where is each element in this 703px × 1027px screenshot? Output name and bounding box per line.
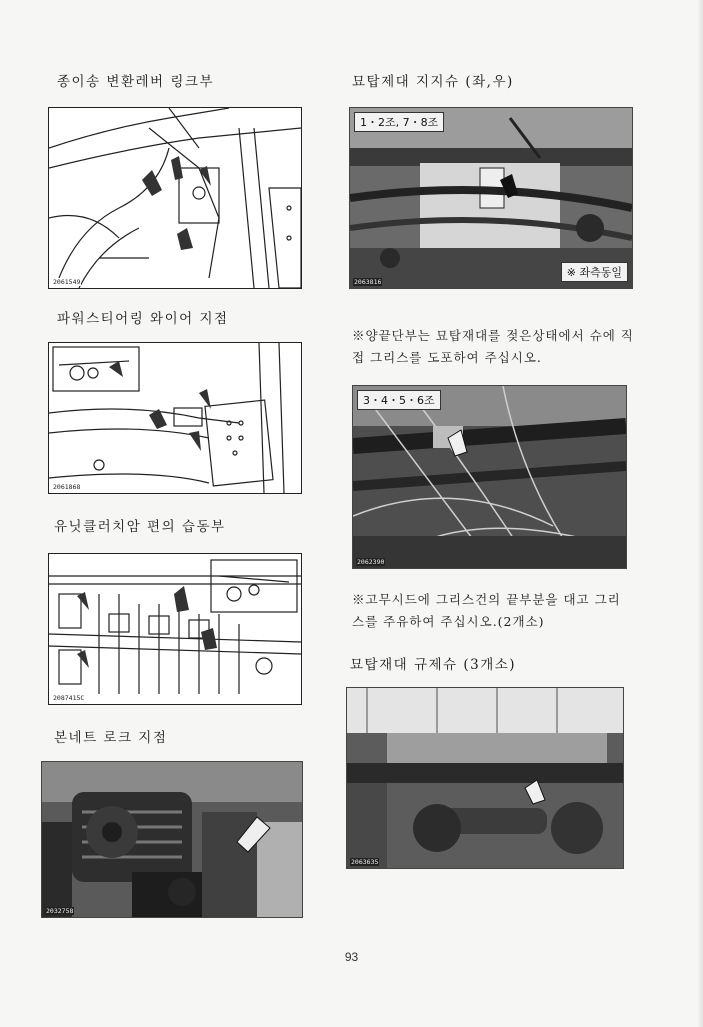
figure-code: 2062390 (357, 558, 385, 566)
figure-label: 3・4・5・6조 (357, 390, 441, 410)
heading-bonnet-lock: 본네트 로크 지점 (54, 730, 168, 746)
scan-edge-shadow (697, 0, 703, 1027)
figure-paper-feed-lever-link (48, 107, 302, 289)
figure-code: 2063816 (354, 278, 382, 286)
figure-code: 2087415C (53, 694, 85, 702)
line-drawing-lever-link (49, 108, 301, 288)
figure-code: 2061868 (53, 483, 81, 491)
note-grease-shoe: ※양끝단부는 묘탑재대를 젖은상태에서 슈에 직접 그리스를 도포하여 주십시오. (352, 328, 634, 365)
line-drawing-steering-wire (49, 343, 301, 493)
photo-engine-bay (42, 762, 302, 917)
photo-tray-support-middle (353, 386, 626, 568)
photo-guide-shoe (347, 688, 623, 868)
figure-code: 2061549 (53, 278, 81, 286)
figure-power-steering-wire (48, 342, 302, 494)
figure-caption: ※ 좌측동일 (561, 262, 628, 282)
figure-unit-clutch-arm (48, 553, 302, 705)
photo-tray-support-shoe-rows-3-4-5-6 (352, 385, 627, 569)
heading-seedling-tray-guide-shoe: 묘탑재대 규제슈 (3개소) (350, 657, 517, 673)
line-drawing-clutch-arm (49, 554, 301, 704)
figure-label: 1・2조, 7・8조 (354, 112, 444, 132)
photo-tray-support-shoe-rows-1-2-7-8 (349, 107, 633, 289)
photo-bonnet-lock (41, 761, 303, 918)
heading-power-steering-wire: 파워스티어링 와이어 지점 (57, 311, 229, 327)
figure-code: 2032758 (46, 907, 74, 915)
figure-code: 2063635 (351, 858, 379, 866)
heading-paper-feed-lever-link: 종이송 변환레버 링크부 (57, 74, 214, 90)
heading-seedling-tray-support-shoe: 묘탑제대 지지슈 (좌,우) (352, 74, 514, 90)
page-number: 93 (344, 950, 359, 964)
photo-tray-support (350, 108, 632, 288)
note-rubber-seal-grease: ※고무시드에 그리스건의 끝부분을 대고 그리스를 주유하여 주십시오.(2개소) (352, 592, 621, 629)
photo-tray-guide-shoe (346, 687, 624, 869)
heading-unit-clutch-arm: 유닛클러치암 편의 습동부 (54, 519, 226, 535)
